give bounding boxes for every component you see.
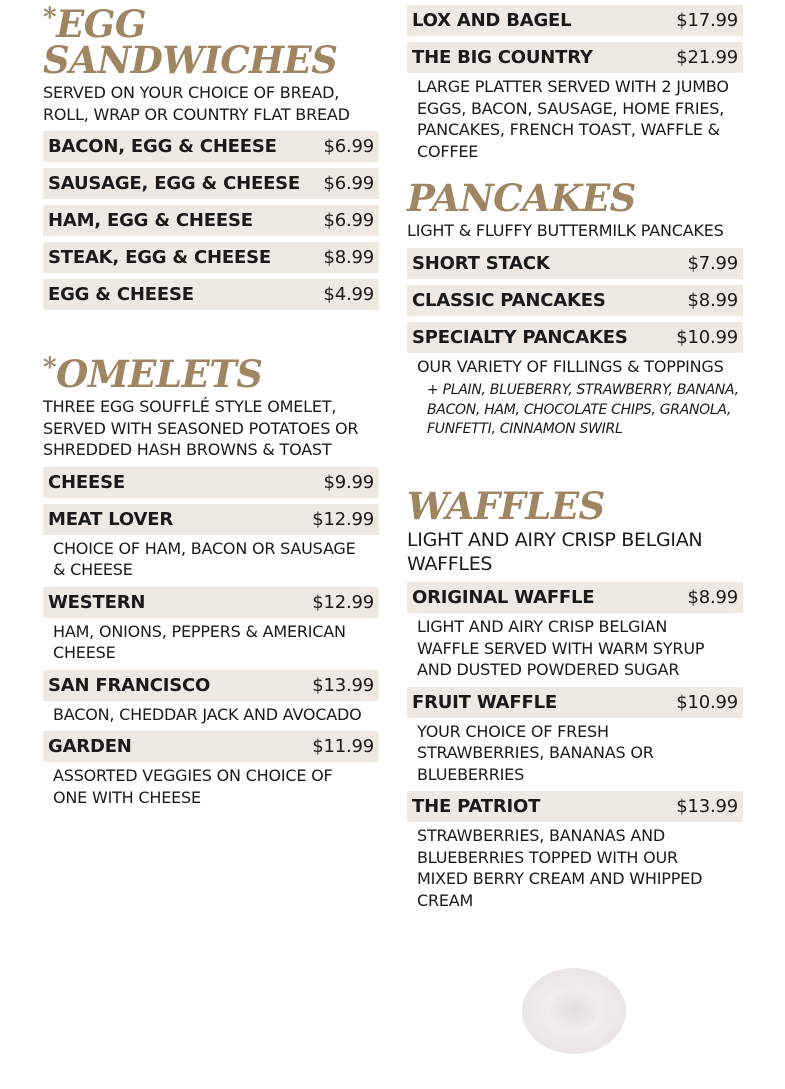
section-title: PANCAKES	[407, 176, 636, 220]
menu-item	[43, 242, 379, 273]
item-description: OUR VARIETY OF FILLINGS & TOPPINGS	[417, 356, 724, 376]
item-price: $17.99	[676, 10, 738, 31]
item-price: $11.99	[312, 736, 374, 757]
item-price: $9.99	[323, 471, 374, 493]
item-name: BACON, EGG & CHEESE	[48, 136, 277, 157]
item-price: $4.99	[323, 284, 374, 305]
menu-item	[43, 587, 379, 618]
item-name: STEAK, EGG & CHEESE	[48, 247, 271, 268]
section-title: *EGG SANDWICHES	[43, 2, 338, 82]
asterisk-mark: *	[43, 3, 57, 33]
item-description: STRAWBERRIES, BANANAS AND BLUEBERRIES TOPPED WITH OUR MIXED BERRY CREAM AND WHIPPED CREAM	[417, 826, 703, 910]
section-title: *OMELETS	[43, 352, 263, 396]
pancakes-section	[407, 176, 743, 440]
menu-item	[407, 5, 743, 36]
menu-item	[407, 42, 743, 73]
item-name: SAUSAGE, EGG & CHEESE	[48, 173, 301, 194]
item-name: HAM, EGG & CHEESE	[48, 210, 253, 231]
item-description: CHOICE OF HAM, BACON OR SAUSAGE & CHEESE	[53, 538, 356, 579]
item-price: $8.99	[687, 289, 738, 311]
item-price: $8.99	[323, 247, 374, 268]
asterisk-mark: *	[43, 353, 57, 383]
item-price: $10.99	[676, 691, 738, 713]
section-description: THREE EGG SOUFFLÉ STYLE OMELET, SERVED WITH SEASONED POTATOES OR SHREDDED HASH BROWNS & TOAST	[43, 397, 359, 459]
item-price: $6.99	[323, 173, 374, 194]
item-name: MEAT LOVER	[48, 508, 174, 530]
menu-item	[43, 168, 379, 199]
platters-section	[407, 0, 743, 166]
menu-item	[407, 582, 743, 613]
item-price: $7.99	[687, 252, 738, 274]
menu-item	[407, 285, 743, 316]
menu-item	[43, 279, 379, 310]
item-name: LOX AND BAGEL	[412, 10, 572, 31]
item-description: LARGE PLATTER SERVED WITH 2 JUMBO EGGS, BACON, SAUSAGE, HOME FRIES, PANCAKES, FRENCH TOAST, WAFFLE & COFFEE	[417, 77, 729, 161]
item-name: ORIGINAL WAFFLE	[412, 587, 595, 608]
item-name: GARDEN	[48, 736, 132, 757]
menu-item	[43, 205, 379, 236]
item-price: $12.99	[312, 591, 374, 613]
section-description: LIGHT AND AIRY CRISP BELGIAN WAFFLES	[407, 529, 703, 575]
item-name: SPECIALTY PANCAKES	[412, 326, 628, 348]
menu-item	[407, 248, 743, 279]
item-name: EGG & CHEESE	[48, 284, 194, 305]
menu-item	[43, 467, 379, 498]
menu-item	[407, 322, 743, 353]
item-name: CLASSIC PANCAKES	[412, 289, 606, 311]
menu-item	[43, 731, 379, 762]
omelets-section	[43, 352, 379, 812]
item-name: SAN FRANCISCO	[48, 674, 211, 696]
menu-item	[43, 504, 379, 535]
item-name: THE BIG COUNTRY	[412, 47, 593, 68]
section-description: SERVED ON YOUR CHOICE OF BREAD, ROLL, WRAP OR COUNTRY FLAT BREAD	[43, 83, 350, 124]
item-description: ASSORTED VEGGIES ON CHOICE OF ONE WITH CHEESE	[53, 766, 333, 807]
item-name: THE PATRIOT	[412, 796, 541, 817]
item-price: $10.99	[676, 326, 738, 348]
food-plate-image	[522, 968, 626, 1054]
menu-item	[43, 670, 379, 701]
item-name: SHORT STACK	[412, 252, 550, 274]
item-price: $21.99	[676, 47, 738, 68]
menu-item	[43, 131, 379, 162]
item-description: BACON, CHEDDAR JACK AND AVOCADO	[53, 704, 362, 724]
item-name: FRUIT WAFFLE	[412, 691, 557, 713]
menu-item	[407, 791, 743, 822]
section-description: LIGHT & FLUFFY BUTTERMILK PANCAKES	[407, 221, 724, 240]
item-price: $13.99	[312, 674, 374, 696]
item-price: $6.99	[323, 136, 374, 157]
item-price: $12.99	[312, 508, 374, 530]
item-name: CHEESE	[48, 471, 125, 493]
egg-sandwiches-section	[43, 2, 379, 310]
menu-item	[407, 687, 743, 718]
item-price: $8.99	[687, 587, 738, 608]
item-price: $13.99	[676, 796, 738, 817]
item-price: $6.99	[323, 210, 374, 231]
item-description: LIGHT AND AIRY CRISP BELGIAN WAFFLE SERVED WITH WARM SYRUP AND DUSTED POWDERED SUGAR	[417, 617, 705, 679]
item-note: + PLAIN, BLUEBERRY, STRAWBERRY, BANANA, BACON, HAM, CHOCOLATE CHIPS, GRANOLA, FUNFETTI, CINNAMON SWIRL	[427, 382, 739, 437]
section-title: WAFFLES	[407, 484, 605, 528]
item-name: WESTERN	[48, 591, 146, 613]
item-description: YOUR CHOICE OF FRESH STRAWBERRIES, BANANAS OR BLUEBERRIES	[417, 721, 654, 784]
item-description: HAM, ONIONS, PEPPERS & AMERICAN CHEESE	[53, 621, 346, 662]
waffles-section	[407, 484, 743, 915]
